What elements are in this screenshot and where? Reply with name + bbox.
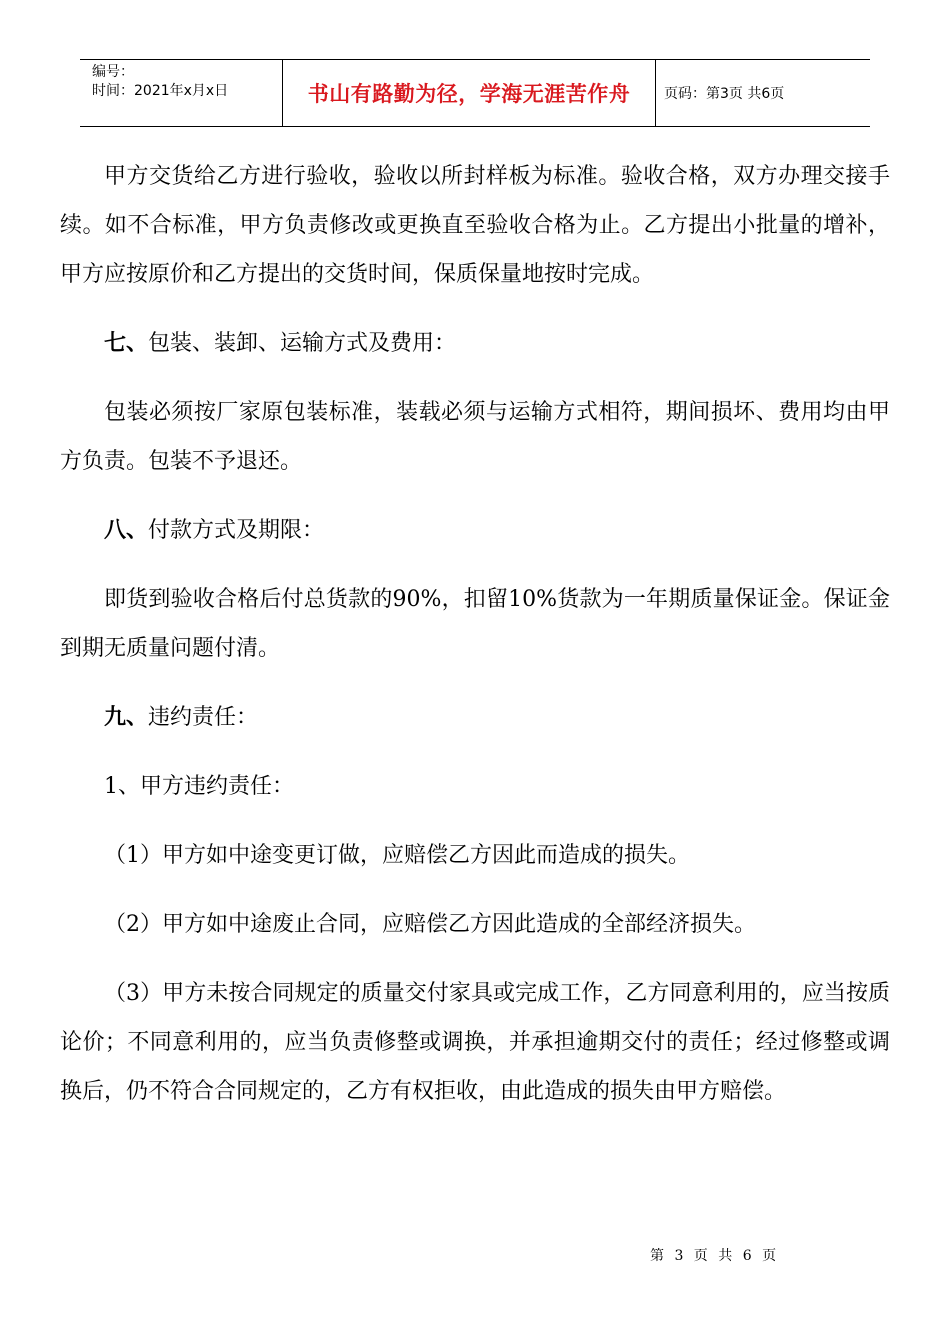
document-body [60,152,890,1116]
section-number: 七、 [104,330,149,356]
paragraph-packaging: 包装必须按厂家原包装标准，装载必须与运输方式相符，期间损坏、费用均由甲方负责。包装不予退还。 [60,400,890,474]
page-footer: 第 3 页 共 6 页 [650,1248,780,1264]
section-heading-8 [60,506,890,555]
section-heading-7 [60,319,890,368]
header-page-code: 页码：第3页 共6页 [664,86,785,102]
section-number: 八、 [104,517,149,543]
header-motto: 书山有路勤为径，学海无涯苦作舟 [307,82,631,106]
doc-date-label: 时间：2021年x月x日 [92,83,229,99]
subsection-heading-1: 1、甲方违约责任： [104,774,294,799]
section-heading-9 [60,693,890,742]
section-title: 违约责任： [148,705,259,730]
header-motto-cell [282,60,656,126]
header-meta [80,60,282,126]
section-title: 付款方式及期限： [148,518,325,543]
section-number: 九、 [104,704,149,730]
doc-number-label: 编号： [92,64,134,80]
paragraph-acceptance: 甲方交货给乙方进行验收，验收以所封样板为标准。验收合格，双方办理交接手续。如不合标准，甲方负责修改或更换直至验收合格为止。乙方提出小批量的增补，甲方应按原价和乙方提出的交货时间，保质保量地按时完成。 [60,164,890,287]
list-item: （2）甲方如中途废止合同，应赔偿乙方因此造成的全部经济损失。 [104,912,756,937]
list-item: （1）甲方如中途变更订做，应赔偿乙方因此而造成的损失。 [104,843,690,868]
page-header [80,59,870,127]
paragraph-payment: 即货到验收合格后付总货款的90%，扣留10%货款为一年期质量保证金。保证金到期无质量问题付清。 [60,587,890,661]
section-title: 包装、装卸、运输方式及费用： [148,331,457,356]
list-item: （3）甲方未按合同规定的质量交付家具或完成工作，乙方同意利用的，应当按质论价；不同意利用的，应当负责修整或调换，并承担逾期交付的责任；经过修整或调换后，仍不符合合同规定的，乙方有权拒收，由此造成的损失由甲方赔偿。 [60,981,890,1104]
header-page-cell [656,60,870,126]
